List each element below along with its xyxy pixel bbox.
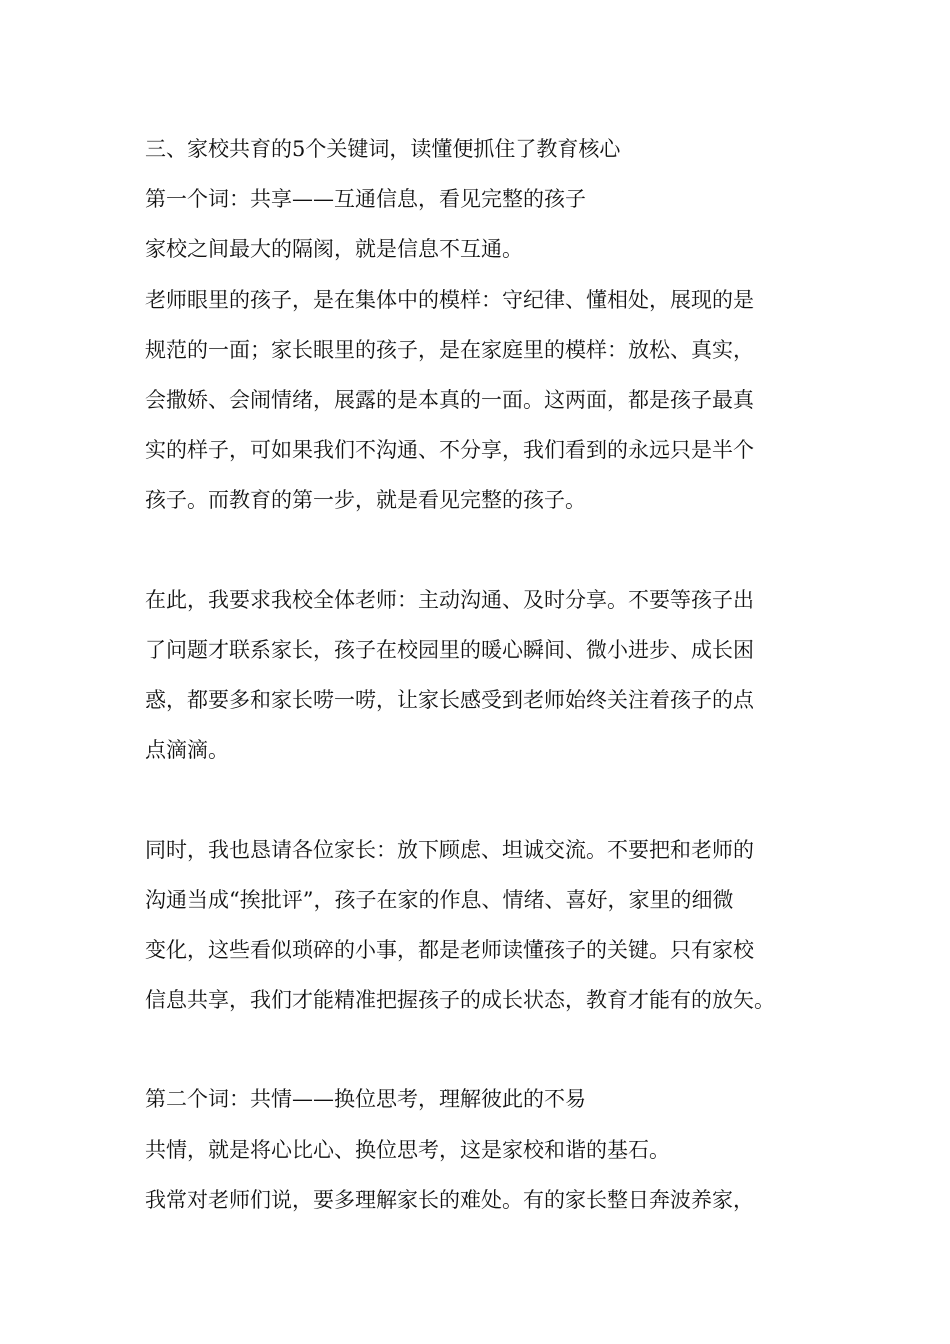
paragraph-line: 我常对老师们说，要多理解家长的难处。有的家长整日奔波养家， (145, 1188, 754, 1212)
paragraph-line: 变化，这些看似琐碎的小事，都是老师读懂孩子的关键。只有家校 (145, 938, 754, 962)
paragraph-line: 信息共享，我们才能精准把握孩子的成长状态，教育才能有的放矢。 (145, 988, 775, 1012)
paragraph-line: 了问题才联系家长，孩子在校园里的暖心瞬间、微小进步、成长困 (145, 638, 754, 662)
paragraph-line: 规范的一面；家长眼里的孩子，是在家庭里的模样：放松、真实， (145, 338, 754, 362)
word1-heading: 第一个词：共享——互通信息，看见完整的孩子 (145, 187, 586, 211)
word2-intro: 共情，就是将心比心、换位思考，这是家校和谐的基石。 (145, 1138, 670, 1162)
paragraph-line: 同时，我也恳请各位家长：放下顾虑、坦诚交流。不要把和老师的 (145, 838, 754, 862)
paragraph-line: 实的样子，可如果我们不沟通、不分享，我们看到的永远只是半个 (145, 438, 754, 462)
paragraph-line: 老师眼里的孩子，是在集体中的模样：守纪律、懂相处，展现的是 (145, 288, 754, 312)
paragraph-line: 惑，都要多和家长唠一唠，让家长感受到老师始终关注着孩子的点 (145, 688, 754, 712)
word2-heading: 第二个词：共情——换位思考，理解彼此的不易 (145, 1087, 586, 1111)
paragraph-line: 点滴滴。 (145, 738, 229, 762)
paragraph-line: 沟通当成“挨批评”，孩子在家的作息、情绪、喜好，家里的细微 (145, 888, 734, 912)
word1-intro: 家校之间最大的隔阂，就是信息不互通。 (145, 237, 523, 261)
paragraph-line: 孩子。而教育的第一步，就是看见完整的孩子。 (145, 488, 586, 512)
section-heading: 三、家校共育的5个关键词，读懂便抓住了教育核心 (145, 137, 621, 161)
paragraph-line: 会撒娇、会闹情绪，展露的是本真的一面。这两面，都是孩子最真 (145, 388, 754, 412)
paragraph-line: 在此，我要求我校全体老师：主动沟通、及时分享。不要等孩子出 (145, 588, 754, 612)
